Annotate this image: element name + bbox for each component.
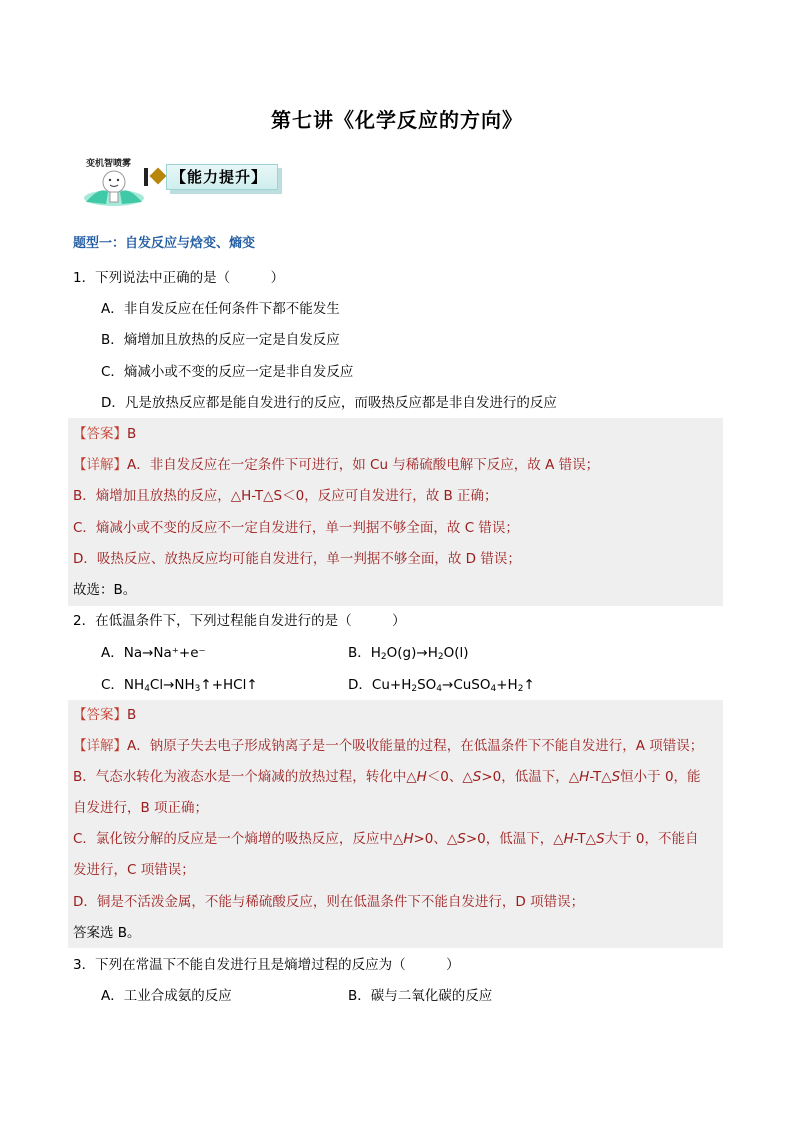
- page-title: 第七讲《化学反应的方向》: [271, 108, 523, 132]
- q1-detail-line: C．熵减小或不变的反应不一定自发进行，单一判据不够全面，故 C 错误；: [73, 520, 519, 536]
- q1-option-b: B．熵增加且放热的反应一定是自发反应: [101, 332, 340, 348]
- q2-detail-line: D．铜是不活泼金属，不能与稀硫酸反应，则在低温条件下不能自发进行，D 项错误；: [73, 894, 585, 910]
- q2-answer: 【答案】B: [73, 707, 137, 723]
- q1-option-d: D．凡是放热反应都是能自发进行的反应，而吸热反应都是非自发进行的反应: [101, 395, 557, 411]
- diamond-icon: [150, 168, 167, 185]
- q2-detail-line: C．氯化铵分解的反应是一个熵增的吸热反应，反应中△H>0、△S>0，低温下，△H-T△S大于 0，不能自: [73, 831, 699, 847]
- q1-detail-line: D．吸热反应、放热反应均可能自发进行，单一判据不够全面，故 D 错误；: [73, 551, 521, 567]
- q2-option-b: B．$H_2O(g)\to H_2O(l)$: [348, 645, 469, 662]
- q1-option-a: A．非自发反应在任何条件下都不能发生: [101, 301, 340, 317]
- q3-stem: 3．下列在常温下不能自发进行且是熵增过程的反应为（ ）: [73, 957, 460, 973]
- detail-tag: 【详解】: [73, 457, 127, 473]
- mascot-label: 变机智喷雾: [86, 159, 132, 169]
- q2-detail-line: 【详解】A．钠原子失去电子形成钠离子是一个吸收能量的过程，在低温条件下不能自发进行，A 项错误；: [73, 738, 704, 754]
- answer-tag: 【答案】: [73, 426, 127, 442]
- q1-detail-line: B．熵增加且放热的反应，△H-T△S＜0，反应可自发进行，故 B 正确；: [73, 488, 498, 504]
- q2-detail-line: 自发进行，B 项正确；: [73, 800, 209, 816]
- q1-option-c: C．熵减小或不变的反应一定是非自发反应: [101, 364, 354, 380]
- q1-detail-line: 故选：B。: [73, 582, 137, 598]
- q2-option-a: A．Na→Na⁺+e⁻: [101, 645, 206, 661]
- q2-detail-line: 发进行，C 项错误；: [73, 862, 195, 878]
- detail-tag: 【详解】: [73, 738, 127, 754]
- q2-option-d: D．$Cu+H_2SO_4\to CuSO_4+H_2↑$: [348, 677, 535, 694]
- q3-option-a: A．工业合成氨的反应: [101, 988, 232, 1004]
- q1-answer-block: [68, 418, 723, 606]
- banner-tick-icon: [144, 168, 148, 186]
- ability-label: 【能力提升】: [166, 164, 278, 190]
- q3-option-b: B．碳与二氧化碳的反应: [348, 988, 493, 1004]
- q1-detail-line: 【详解】A．非自发反应在一定条件下可进行，如 Cu 与稀硫酸电解下反应，故 A 错误；: [73, 457, 600, 473]
- answer-tag: 【答案】: [73, 707, 127, 723]
- q2-detail-line: B．气态水转化为液态水是一个熵减的放热过程，转化中△H＜0、△S>0，低温下，△H-T△S恒小于 0，能: [73, 769, 701, 785]
- q2-stem: 2．在低温条件下，下列过程能自发进行的是（ ）: [73, 613, 406, 629]
- ability-banner: [80, 152, 310, 212]
- q2-detail-line: 答案选 B。: [73, 925, 141, 941]
- q1-answer: 【答案】B: [73, 426, 137, 442]
- section-title: 题型一：自发反应与焓变、熵变: [73, 236, 256, 251]
- q2-option-c: C．$NH_4Cl\to NH_3↑+HCl↑$: [101, 677, 258, 694]
- q1-stem: 1．下列说法中正确的是（ ）: [73, 270, 285, 286]
